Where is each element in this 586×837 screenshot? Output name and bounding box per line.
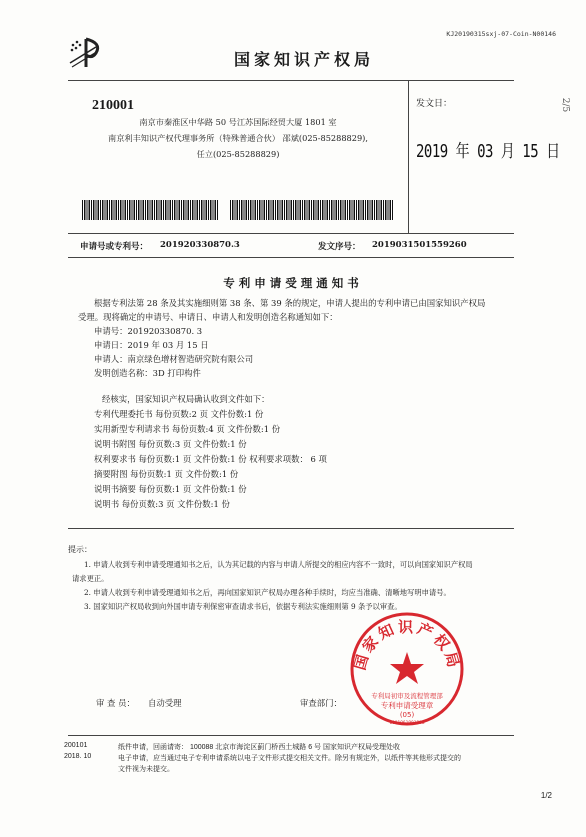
detail-invention-title: 发明创造名称：3D 打印构件	[94, 368, 201, 378]
cnipa-logo-icon	[66, 33, 106, 73]
stamp-line2: 专利申请受理章	[380, 701, 434, 710]
header-top-rule	[68, 80, 514, 81]
footer-line2: 电子申请，应当通过电子专利申请系统以电子文件形式提交相关文件。除另有规定外，以纸件等其他形式提交的	[118, 755, 461, 762]
examiner-label: 审 查 员：	[96, 698, 135, 708]
page-number: 1/2	[540, 791, 552, 800]
document-item: 说明书摘要 每份页数:1 页 文件份数:1 份	[94, 484, 247, 494]
header-bottom-rule	[68, 233, 514, 234]
edge-mark: 2/5	[560, 97, 571, 113]
recipient-postcode: 210001	[92, 98, 134, 113]
serial-number-label: 发文序号：	[318, 242, 361, 252]
header-divider	[408, 80, 409, 233]
tips-top-rule	[68, 528, 514, 529]
serial-number-value: 2019031501559260	[372, 240, 467, 250]
detail-application-number: 申请号：201920330870. 3	[94, 326, 203, 336]
official-stamp-icon	[348, 610, 466, 728]
footer-line1: 纸件申请，回函请寄： 100088 北京市海淀区蓟门桥西土城路 6 号 国家知识产权局受理处收	[118, 744, 400, 751]
recipient-address-line2: 南京利丰知识产权代理事务所（特殊普通合伙） 邵斌(025-85288829),	[108, 133, 368, 143]
detail-application-date: 申请日：2019 年 03 月 15 日	[94, 340, 209, 350]
application-number-value: 201920330870.3	[160, 240, 240, 250]
tip-item: 1. 申请人收到专利申请受理通知书之后，认为其记载的内容与申请人所提交的相应内容不一致时，可以向国家知识产权局	[84, 560, 473, 569]
examiner-value: 自动受理	[148, 698, 182, 708]
tip-item: 2. 申请人收到专利申请受理通知书之后，再向国家知识产权局办理各种手续时，均应当准确、清晰地写明申请号。	[84, 588, 451, 597]
stamp-line1: 专利局初审及流程管理部	[371, 692, 443, 700]
notice-title: 专利申请受理通知书	[223, 276, 363, 290]
stamp-number: 1101961901986	[389, 721, 425, 726]
send-date-label: 发文日：	[416, 99, 453, 109]
document-item: 实用新型专利请求书 每份页数:4 页 文件份数:1 份	[94, 424, 281, 434]
tip-item: 请求更正。	[72, 574, 109, 583]
document-item: 专利代理委托书 每份页数:2 页 文件份数:1 份	[94, 409, 264, 419]
form-code: 200101	[64, 742, 88, 749]
tips-label: 提示：	[68, 545, 92, 554]
department-label: 审查部门：	[300, 698, 342, 708]
recipient-address-line1: 南京市秦淮区中华路 50 号江苏国际经贸大厦 1801 室	[139, 117, 337, 127]
document-item: 权利要求书 每份页数:1 页 文件份数:1 份 权利要求项数： 6 项	[94, 454, 327, 464]
document-item: 摘要附图 每份页数:1 页 文件份数:1 份	[94, 469, 239, 479]
office-name: 国家知识产权局	[234, 50, 375, 69]
footer-top-rule	[68, 735, 514, 736]
document-ref-code: KJ20190315sxj-07-Coin-N00146	[446, 30, 556, 38]
recipient-address-line3: 任立(025-85288829)	[196, 149, 280, 159]
document-item: 说明书 每份页数:3 页 文件份数:1 份	[94, 499, 230, 509]
tip-item: 3. 国家知识产权局收到向外国申请专利保密审查请求书后，依据专利法实施细则第 9 条予以审查。	[84, 602, 402, 611]
intro-line1: 根据专利法第 28 条及其实施细则第 38 条、第 39 条的规定，申请人提出的专利申请已由国家知识产权局	[94, 298, 486, 308]
form-version: 2018. 10	[64, 753, 92, 760]
app-row-rule	[68, 257, 514, 258]
stamp-outer-text: 国家知识产权局	[350, 618, 464, 673]
send-date-value: 2019 年 03 月 15 日	[416, 141, 560, 162]
barcode-right	[230, 200, 394, 220]
application-number-label: 申请号或专利号：	[80, 242, 149, 252]
footer-line3: 文件视为未提交。	[118, 766, 174, 773]
verified-intro: 经核实，国家知识产权局确认收到文件如下：	[102, 394, 270, 404]
detail-applicant: 申请人：南京绿色增材智造研究院有限公司	[94, 354, 254, 364]
document-item: 说明书附图 每份页数:3 页 文件份数:1 份	[94, 439, 247, 449]
intro-line2: 受理。现将确定的申请号、申请日、申请人和发明创造名称通知如下：	[78, 312, 338, 322]
stamp-line3: (05)	[399, 711, 415, 719]
barcode-left	[82, 200, 218, 220]
